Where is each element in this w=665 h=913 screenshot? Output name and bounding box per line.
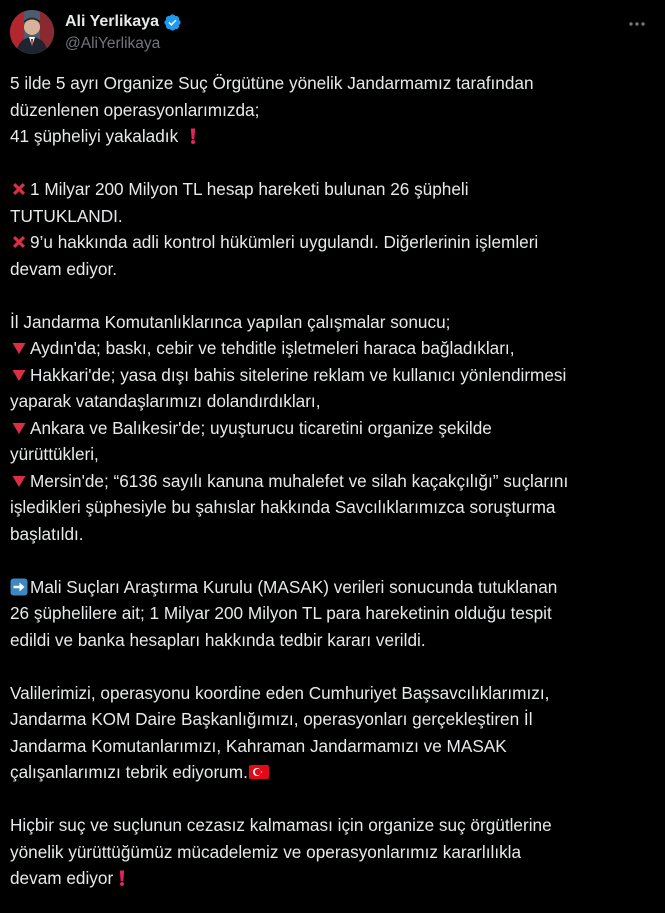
text-line: Valilerimizi, operasyonu koordine eden Cumhuriyet Başsavcılıklarımızı, (10, 682, 550, 703)
text-line (10, 468, 660, 495)
text-segment: devam ediyor (10, 868, 114, 888)
text-segment: Aydın'da; baskı, cebir ve tehditle işletmeleri haraca bağladıkları, (30, 338, 515, 358)
text-segment: Hakkari'de; yasa dışı bahis sitelerine reklam ve kullanıcı yönlendirmesi (30, 364, 567, 385)
text-line (10, 415, 660, 442)
text-line: 26 şüphelilere ait; 1 Milyar 200 Milyon TL para hareketinin olduğu tespit (10, 603, 552, 623)
text-line: 5 ilde 5 ayrı Organize Suç Örgütüne yönelik Jandarmamız tarafından (10, 73, 534, 93)
text-line (10, 335, 660, 362)
red-down-triangle-emoji (10, 419, 28, 437)
red-down-triangle-emoji (10, 339, 28, 357)
text-segment: Mali Suçları Araştırma Kurulu (MASAK) verileri sonucunda tutuklanan (30, 576, 558, 597)
text-segment: Mersin'de; “6136 sayılı kanuna muhalefet ve silah kaçakçılığı” suçlarını (30, 470, 569, 491)
more-options-icon (627, 14, 647, 34)
text-segment: 41 şüpheliyi yakaladık (10, 126, 179, 146)
text-line: İl Jandarma Komutanlıklarınca yapılan çalışmalar sonucu; (10, 311, 451, 332)
text-line: düzenlenen operasyonlarımızda; (10, 99, 260, 120)
text-line: yaparak vatandaşlarımızı dolandırdıkları, (10, 391, 321, 411)
red-exclamation-emoji (184, 127, 202, 145)
text-line: edildi ve banka hesapları hakkında tedbir kararı verildi. (10, 629, 426, 650)
verified-badge-icon (163, 13, 182, 32)
right-arrow-emoji (10, 578, 28, 596)
red-cross-emoji (10, 233, 28, 251)
text-line: Jandarma Komutanlarımızı, Kahraman Jandarmamızı ve MASAK (10, 735, 507, 756)
text-segment: çalışanlarımızı tebrik ediyorum. (10, 762, 248, 782)
text-line: TUTUKLANDI. (10, 205, 123, 226)
author-name[interactable]: Ali Yerlikaya (65, 13, 159, 30)
text-line (10, 362, 660, 389)
tweet-text (10, 70, 660, 892)
text-line: işledikleri şüphesiyle bu şahıslar hakkında Savcılıklarımızca soruşturma (10, 497, 556, 517)
red-down-triangle-emoji (10, 366, 28, 384)
text-line (10, 229, 660, 256)
text-line (10, 176, 660, 203)
text-line (10, 574, 660, 601)
red-exclamation-emoji (113, 869, 131, 887)
text-line: Jandarma KOM Daire Başkanlığımızı, operasyonları gerçekleştiren İl (10, 709, 533, 729)
text-segment: 1 Milyar 200 Milyon TL hesap hareketi bulunan 26 şüpheli (30, 179, 469, 199)
text-line: Hiçbir suç ve suçlunun cezasız kalmaması için organize suç örgütlerine (10, 815, 552, 835)
author-block (65, 11, 182, 53)
more-options-button[interactable] (625, 12, 649, 36)
text-line: devam ediyor. (10, 258, 118, 279)
author-handle[interactable]: @AliYerlikaya (65, 35, 161, 52)
tweet-header (10, 10, 655, 58)
red-down-triangle-emoji (10, 472, 28, 490)
text-segment: 9’u hakkında adli kontrol hükümleri uygulandı. Diğerlerinin işlemleri (30, 232, 539, 252)
text-line (10, 865, 660, 892)
red-cross-emoji (10, 180, 28, 198)
text-line: yönelik yürüttüğümüz mücadelemiz ve operasyonlarımız kararlılıkla (10, 841, 522, 862)
text-line: yürüttükleri, (10, 444, 99, 464)
text-segment: Ankara ve Balıkesir'de; uyuşturucu ticaretini organize şekilde (30, 417, 492, 438)
avatar[interactable] (10, 10, 54, 54)
text-line (10, 759, 660, 786)
text-line: başlatıldı. (10, 523, 84, 544)
turkey-flag-emoji (249, 763, 269, 781)
text-line (10, 123, 660, 150)
